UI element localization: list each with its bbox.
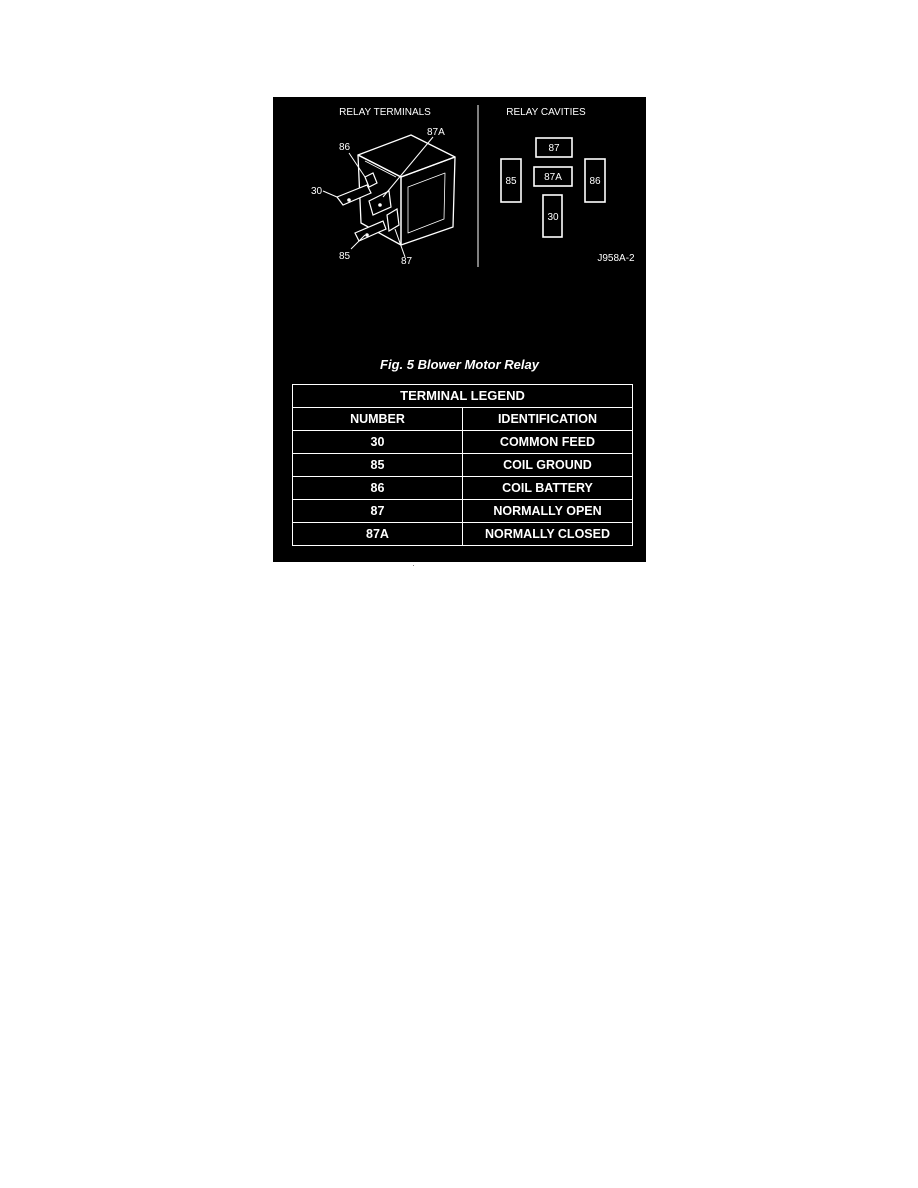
cavity-label: 85: [505, 176, 517, 187]
terminal-legend-table: [292, 384, 633, 546]
terminal-number: 86: [293, 477, 463, 500]
callout-label: 87A: [427, 127, 445, 138]
relay-cavities-heading: RELAY CAVITIES: [506, 107, 586, 118]
relay-diagram: [273, 97, 646, 372]
terminal-number: 30: [293, 431, 463, 454]
table-row: [293, 431, 633, 454]
scan-speck: [413, 565, 414, 566]
table-row: [293, 477, 633, 500]
relay-terminals-heading: RELAY TERMINALS: [339, 107, 431, 118]
table-row: [293, 523, 633, 546]
terminal-blade-85: [355, 221, 386, 241]
terminal-identification: NORMALLY OPEN: [463, 500, 633, 523]
table-row: [293, 500, 633, 523]
terminal-identification: COIL BATTERY: [463, 477, 633, 500]
table-row: [293, 454, 633, 477]
cavity-label: 87: [548, 143, 560, 154]
terminal-number: 87A: [293, 523, 463, 546]
relay-figure: [273, 97, 646, 562]
cavity-label: 86: [589, 176, 601, 187]
callout-label: 86: [339, 142, 351, 153]
cavity-label: 87A: [544, 172, 562, 183]
terminal-identification: NORMALLY CLOSED: [463, 523, 633, 546]
terminal-blade-30: [337, 185, 371, 205]
legend-title: TERMINAL LEGEND: [293, 385, 633, 408]
part-code: J958A-2: [597, 253, 635, 264]
terminal-blade-87a: [369, 191, 391, 215]
callout-label: 87: [401, 256, 413, 267]
terminal-number: 87: [293, 500, 463, 523]
callout-label: 30: [311, 186, 323, 197]
column-header-number: NUMBER: [293, 408, 463, 431]
terminal-identification: COIL GROUND: [463, 454, 633, 477]
relay-terminal-blades: [337, 173, 399, 241]
terminal-identification: COMMON FEED: [463, 431, 633, 454]
figure-caption: Fig. 5 Blower Motor Relay: [380, 357, 539, 372]
cavity-label: 30: [547, 212, 559, 223]
terminal-blade-87: [387, 209, 399, 231]
column-header-identification: IDENTIFICATION: [463, 408, 633, 431]
callout-label: 85: [339, 251, 351, 262]
terminal-number: 85: [293, 454, 463, 477]
